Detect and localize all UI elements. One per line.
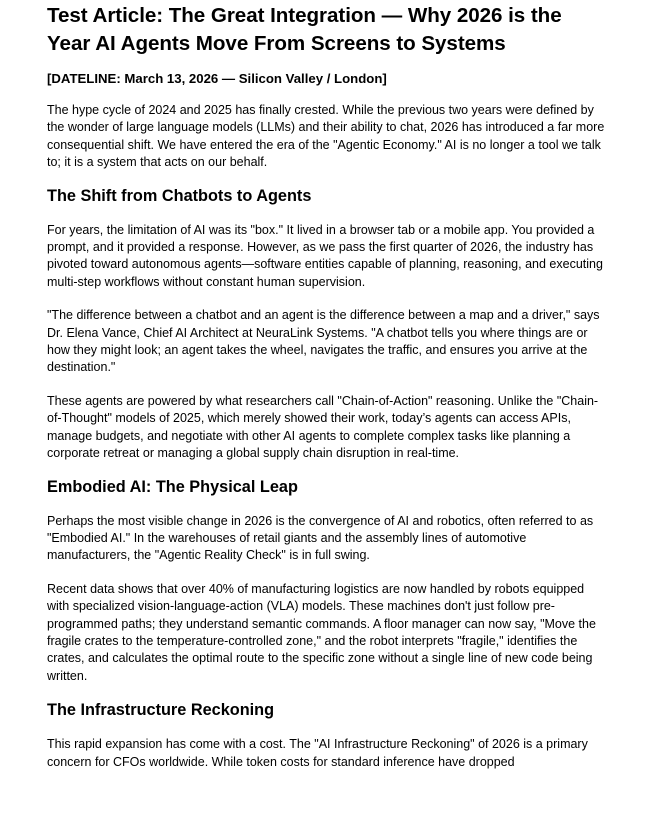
section-heading-infrastructure-reckoning: The Infrastructure Reckoning [47, 701, 275, 720]
paragraph: Recent data shows that over 40% of manufacturing logistics are now handled by robots equipped with specialized vision-language-action (VLA) models. These machines don't just follow pre-programmed paths; they understand semantic commands. A floor manager can now say, "Move the fragile crates to the temperature-controlled zone," and the robot interprets "fragile," identifies the crates, and calculates the optimal route to the specific zone without a single line of new code being written. [47, 581, 596, 683]
dateline: [DATELINE: March 13, 2026 — Silicon Valley / London] [47, 71, 387, 86]
paragraph: This rapid expansion has come with a cost. The "AI Infrastructure Reckoning" of 2026 is a primary concern for CFOs worldwide. While token costs for standard inference have dropped [47, 737, 588, 769]
intro-paragraph: The hype cycle of 2024 and 2025 has finally crested. While the previous two years were defined by the wonder of large language models (LLMs) and their ability to chat, 2026 has introduced a far more consequential shift. We have entered the era of the "Agentic Economy." AI is no longer a tool we talk to; it is a system that acts on our behalf. [47, 103, 605, 170]
article-title: Test Article: The Great Integration — Why 2026 is the Year AI Agents Move From Screens to Systems [47, 4, 562, 55]
paragraph: Perhaps the most visible change in 2026 is the convergence of AI and robotics, often referred to as "Embodied AI." In the warehouses of retail giants and the assembly lines of automotive manufacturers, the "Agentic Reality Check" is in full swing. [47, 513, 594, 563]
section-heading-chatbots-to-agents: The Shift from Chatbots to Agents [47, 186, 312, 205]
paragraph: These agents are powered by what researchers call "Chain-of-Action" reasoning. Unlike the "Chain-of-Thought" models of 2025, which merely showed their work, today’s agents can access APIs, manage budgets, and negotiate with other AI agents to complete complex tasks like planning a corporate retreat or managing a global supply chain disruption in real-time. [47, 393, 599, 461]
quote-paragraph: "The difference between a chatbot and an agent is the difference between a map and a driver," says Dr. Elena Vance, Chief AI Architect at NeuraLink Systems. "A chatbot tells you where things are or how they might look; an agent takes the wheel, navigates the traffic, and ensures you arrive at the destination." [47, 308, 600, 375]
paragraph: For years, the limitation of AI was its "box." It lived in a browser tab or a mobile app. You provided a prompt, and it provided a response. However, as we pass the first quarter of 2026, the industry has pivoted toward autonomous agents—software entities capable of planning, reasoning, and executing multi-step workflows without constant human supervision. [47, 222, 603, 289]
section-heading-embodied-ai: Embodied AI: The Physical Leap [47, 477, 298, 496]
